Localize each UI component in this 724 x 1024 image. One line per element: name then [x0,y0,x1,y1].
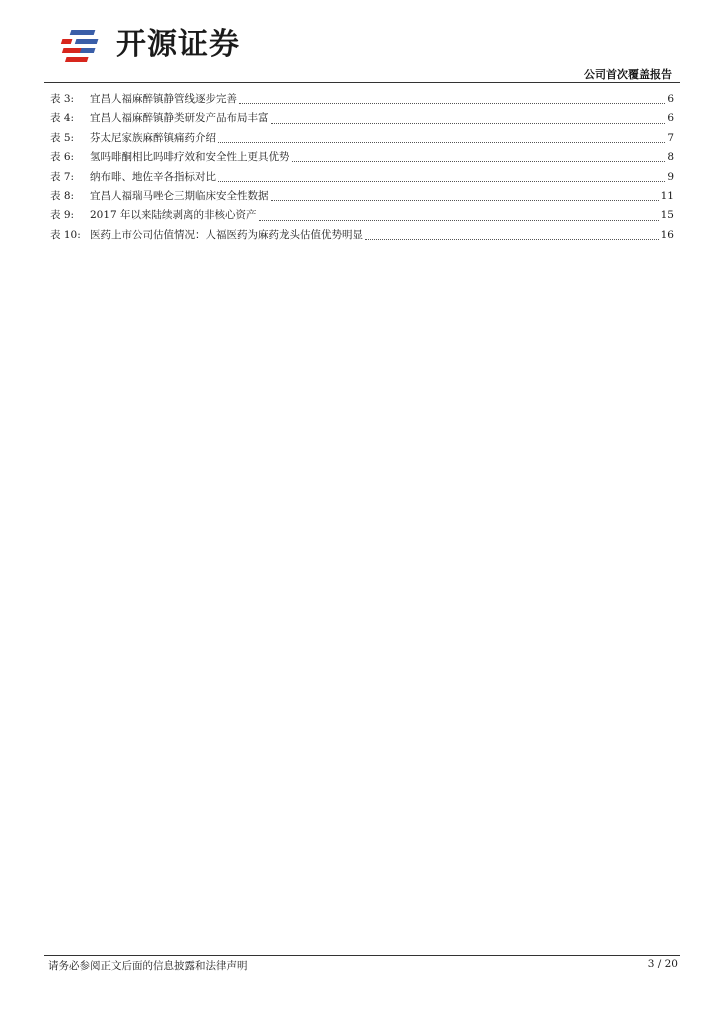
toc-entry-page: 11 [660,189,674,202]
toc-entry[interactable] [50,187,674,206]
toc-dot-leader [259,220,659,221]
toc-entry-title: 纳布啡、地佐辛各指标对比 [90,170,216,183]
toc-dot-leader [239,103,665,104]
toc-entry-number: 表 7: [50,170,75,183]
page-indicator: 3 / 20 [647,958,678,970]
report-type: 公司首次覆盖报告 [584,68,672,81]
toc-entry[interactable] [50,226,674,245]
brand-logo [60,22,240,68]
toc-entry[interactable] [50,168,674,187]
toc-dot-leader [271,200,659,201]
toc-dot-leader [218,142,665,143]
toc-entry-page: 6 [667,93,674,105]
table-of-contents [50,90,674,245]
toc-entry-number: 表 8: [50,189,75,202]
toc-entry-page: 7 [667,131,674,144]
toc-dot-leader [365,239,659,240]
toc-entry-page: 16 [660,228,674,241]
toc-entry[interactable] [50,90,674,109]
header-divider [44,82,680,83]
toc-entry-title: 宜昌人福麻醉镇静类研发产品布局丰富 [90,112,269,125]
toc-entry-title: 氢吗啡酮相比吗啡疗效和安全性上更具优势 [90,151,290,164]
toc-entry[interactable] [50,129,674,148]
toc-entry-page: 9 [667,170,674,183]
footer-disclaimer: 请务必参阅正文后面的信息披露和法律声明 [48,960,248,972]
toc-entry-page: 15 [660,209,674,222]
toc-entry-page: 8 [667,151,674,164]
brand-logo-mark-icon [60,22,110,68]
toc-entry[interactable] [50,206,674,225]
toc-entry-number: 表 6: [50,151,75,164]
footer-divider [44,955,680,956]
toc-entry-title: 宜昌人福麻醉镇静管线逐步完善 [90,93,237,105]
brand-name: 开源证券 [116,27,240,62]
toc-entry[interactable] [50,109,674,128]
toc-entry-number: 表 3: [50,93,75,105]
toc-entry-number: 表 10: [50,228,81,241]
toc-entry-number: 表 9: [50,209,75,222]
toc-entry-number: 表 5: [50,131,75,144]
toc-entry-page: 6 [667,112,674,125]
toc-dot-leader [218,181,665,182]
toc-entry-title: 2017 年以来陆续剥离的非核心资产 [90,209,257,222]
toc-dot-leader [271,123,666,124]
toc-entry-number: 表 4: [50,112,75,125]
toc-dot-leader [292,161,666,162]
toc-entry[interactable] [50,148,674,167]
toc-entry-title: 宜昌人福瑞马唑仑三期临床安全性数据 [90,189,269,202]
toc-entry-title: 医药上市公司估值情况：人福医药为麻药龙头估值优势明显 [90,228,363,241]
toc-entry-title: 芬太尼家族麻醉镇痛药介绍 [90,131,216,144]
